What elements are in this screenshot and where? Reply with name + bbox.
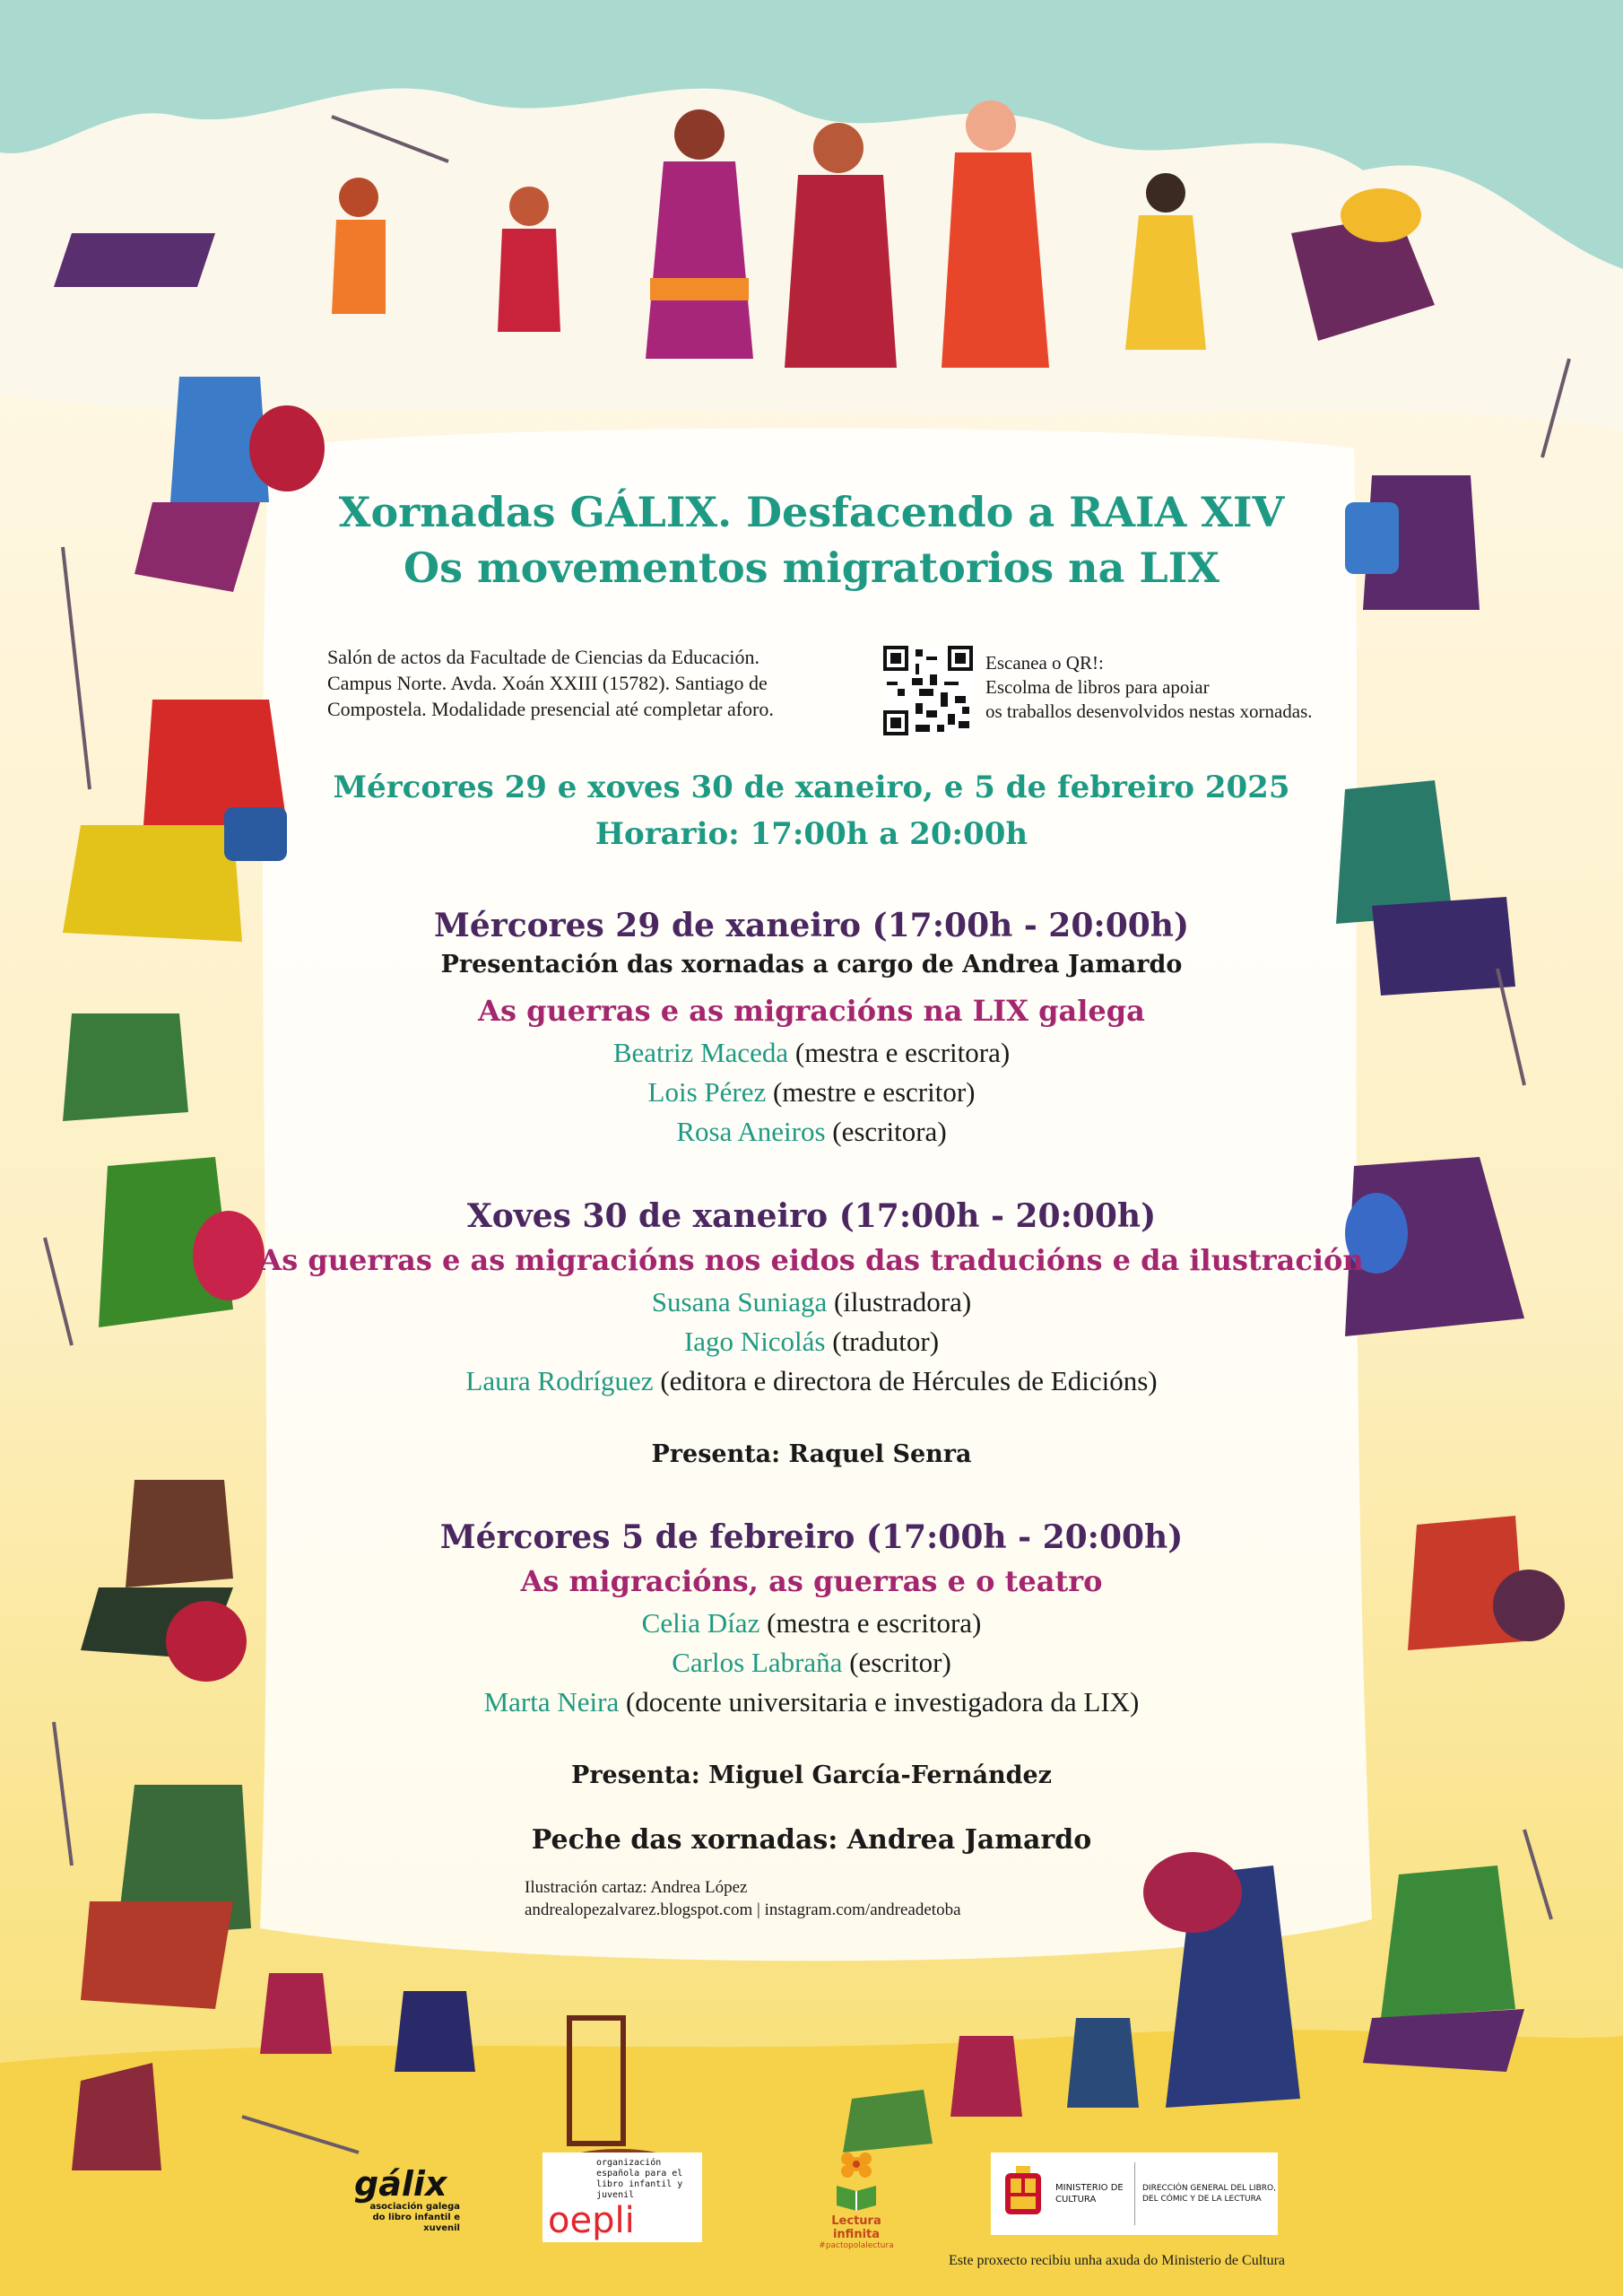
venue-info <box>327 644 847 722</box>
closing-line: Peche das xornadas: Andrea Jamardo <box>531 1824 1092 1856</box>
presenter: Presenta: Raquel Senra <box>651 1440 972 1468</box>
day-heading: Mércores 5 de febreiro (17:00h - 20:00h) <box>439 1518 1184 1556</box>
funding-note: Este proxecto recibiu unha axuda do Ministerio de Cultura <box>949 2253 1286 2268</box>
speaker-role: (docente universitaria e investigadora da LIX) <box>625 1686 1140 1718</box>
title-block <box>305 484 1318 596</box>
galix-wordmark: gálix <box>354 2164 447 2204</box>
speaker-line <box>179 1073 1444 1112</box>
dates-block <box>305 764 1318 857</box>
speaker-name: Beatriz Maceda <box>612 1037 789 1068</box>
day-2-section <box>179 1195 1444 1473</box>
speaker-line <box>179 1283 1444 1322</box>
coat-of-arms-icon <box>996 2162 1050 2225</box>
venue-line: Compostela. Modalidade presencial até completar aforo. <box>327 698 774 720</box>
speaker-name: Rosa Aneiros <box>676 1116 826 1147</box>
galix-subtitle: asociación galega do libro infantil e xuvenil <box>369 2202 460 2233</box>
speaker-role: (escritor) <box>849 1647 951 1678</box>
day-intro: Presentación das xornadas a cargo de Andrea Jamardo <box>440 951 1183 978</box>
speaker-name: Iago Nicolás <box>683 1326 826 1357</box>
speaker-name: Susana Suniaga <box>651 1286 828 1318</box>
day-heading: Mércores 29 de xaneiro (17:00h - 20:00h) <box>433 907 1189 944</box>
speaker-name: Celia Díaz <box>641 1607 760 1639</box>
speaker-name: Marta Neira <box>483 1686 620 1718</box>
qr-code[interactable] <box>883 646 973 735</box>
speaker-name: Lois Pérez <box>647 1076 767 1108</box>
speaker-role: (mestre e escritor) <box>772 1076 976 1108</box>
lectura-hashtag: #pactopolalectura <box>819 2241 894 2250</box>
day-1-section <box>179 904 1444 1152</box>
venue-line: Campus Norte. Avda. Xoán XXIII (15782). Santiago de <box>327 672 768 694</box>
flower-book-icon <box>829 2148 883 2211</box>
ministerio-name: MINISTERIO DE CULTURA <box>1055 2183 1124 2205</box>
presenter: Presenta: Miguel García-Fernández <box>571 1761 1052 1789</box>
qr-line: Escolma de libros para apoiar <box>985 676 1210 698</box>
panel-title: As guerras e as migracións nos eidos das traducións e da ilustración <box>259 1243 1364 1277</box>
speaker-line <box>179 1683 1444 1722</box>
speaker-role: (tradutor) <box>832 1326 940 1357</box>
lectura-infinita-logo[interactable] <box>807 2148 906 2250</box>
speaker-line <box>179 1112 1444 1152</box>
illustration-credits <box>525 1876 961 1921</box>
speaker-role: (mestra e escritora) <box>794 1037 1011 1068</box>
qr-caption <box>985 646 1313 724</box>
panel-title: As guerras e as migracións na LIX galega <box>478 994 1145 1028</box>
direccion-name: DIRECCIÓN GENERAL DEL LIBRO, DEL CÓMIC Y DE LA LECTURA <box>1142 2184 1276 2204</box>
qr-block <box>883 646 1367 735</box>
event-schedule: Horario: 17:00h a 20:00h <box>595 816 1028 852</box>
speaker-role: (ilustradora) <box>833 1286 972 1318</box>
galix-logo[interactable] <box>354 2166 471 2234</box>
speaker-role: (editora e directora de Hércules de Edicións) <box>660 1365 1158 1396</box>
event-subtitle: Os movementos migratorios na LIX <box>404 544 1219 592</box>
qr-line: os traballos desenvolvidos nestas xornadas. <box>985 700 1313 722</box>
day-3-section <box>179 1516 1444 1858</box>
speaker-line <box>179 1322 1444 1361</box>
day-heading: Xoves 30 de xaneiro (17:00h - 20:00h) <box>466 1197 1157 1235</box>
oepli-logo[interactable] <box>542 2152 702 2242</box>
venue-line: Salón de actos da Facultade de Ciencias da Educación. <box>327 646 759 668</box>
speaker-line <box>179 1604 1444 1643</box>
event-dates: Mércores 29 e xoves 30 de xaneiro, e 5 de febreiro 2025 <box>333 770 1290 805</box>
oepli-wordmark: oepli <box>548 2200 635 2241</box>
event-title: Xornadas GÁLIX. Desfacendo a RAIA XIV <box>338 488 1285 536</box>
speaker-role: (mestra e escritora) <box>767 1607 982 1639</box>
speaker-name: Laura Rodríguez <box>465 1365 654 1396</box>
speaker-line <box>179 1643 1444 1683</box>
qr-line: Escanea o QR!: <box>985 652 1104 674</box>
ministerio-logo[interactable] <box>991 2152 1278 2235</box>
credit-links[interactable]: andrealopezalvarez.blogspot.com | instagram.com/andreadetoba <box>525 1900 961 1919</box>
panel-title: As migracións, as guerras e o teatro <box>520 1564 1103 1598</box>
speaker-role: (escritora) <box>832 1116 947 1147</box>
oepli-subtitle: organización española para el libro infantil y juvenil <box>596 2158 683 2200</box>
speaker-name: Carlos Labraña <box>672 1647 843 1678</box>
lectura-wordmark: Lectura infinita <box>831 2214 881 2241</box>
speaker-line <box>179 1361 1444 1401</box>
credit-line: Ilustración cartaz: Andrea López <box>525 1878 748 1897</box>
speaker-line <box>179 1033 1444 1073</box>
